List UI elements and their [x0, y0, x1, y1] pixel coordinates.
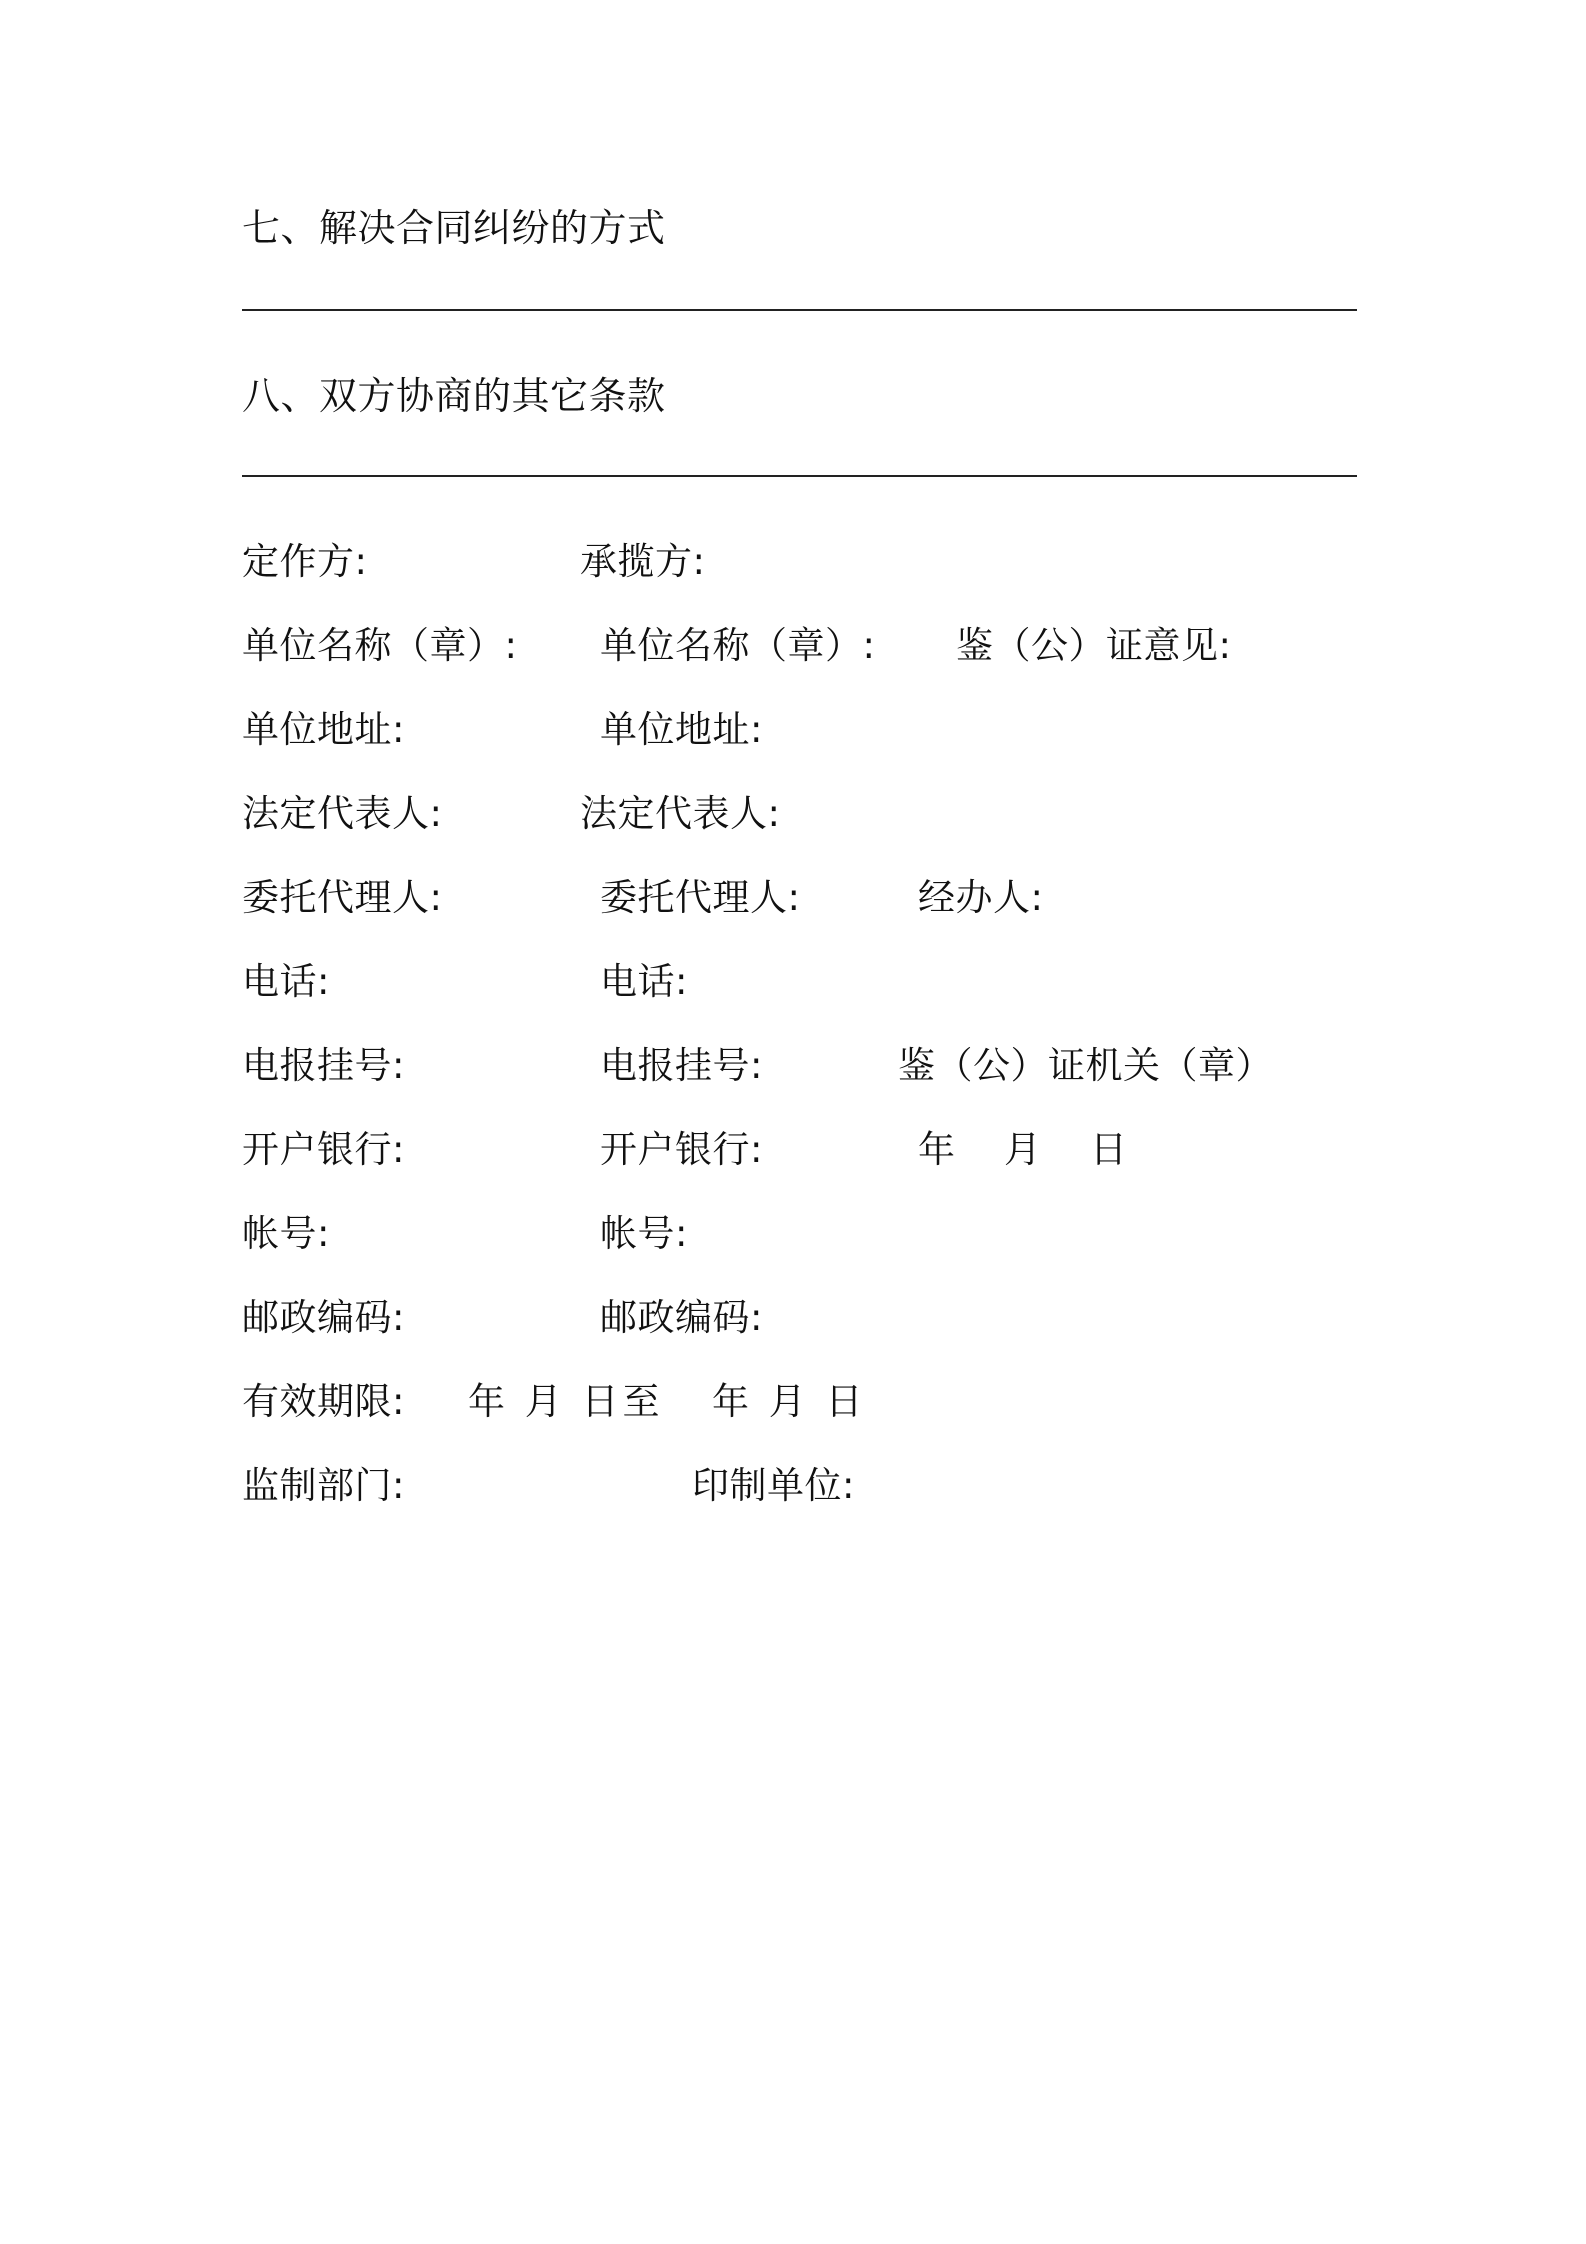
notary-date: 年 月 日	[918, 1128, 1133, 1171]
contractor-agent-label: 委托代理人:	[600, 876, 801, 919]
ordering-phone-label: 电话:	[242, 960, 330, 1003]
section-seven-blank-line	[242, 309, 1357, 311]
handler-label: 经办人:	[918, 876, 1044, 919]
notary-opinion-label: 鉴（公）证意见:	[956, 624, 1232, 667]
ordering-unit-address-label: 单位地址:	[242, 708, 405, 751]
supervising-dept-label: 监制部门:	[242, 1464, 405, 1507]
ordering-postcode-label: 邮政编码:	[242, 1296, 405, 1339]
section-seven-title: 七、解决合同纠纷的方式	[242, 206, 666, 250]
contractor-account-label: 帐号:	[600, 1212, 688, 1255]
contractor-unit-name-label: 单位名称（章）:	[600, 624, 876, 667]
ordering-legal-rep-label: 法定代表人:	[242, 792, 443, 835]
ordering-party-label: 定作方:	[242, 540, 368, 583]
ordering-telegraph-label: 电报挂号:	[242, 1044, 405, 1087]
ordering-unit-name-label: 单位名称（章）:	[242, 624, 518, 667]
contractor-telegraph-label: 电报挂号:	[600, 1044, 763, 1087]
ordering-account-label: 帐号:	[242, 1212, 330, 1255]
contractor-phone-label: 电话:	[600, 960, 688, 1003]
ordering-agent-label: 委托代理人:	[242, 876, 443, 919]
printing-unit-label: 印制单位:	[692, 1464, 855, 1507]
contractor-bank-label: 开户银行:	[600, 1128, 763, 1171]
contractor-legal-rep-label: 法定代表人:	[580, 792, 781, 835]
validity-period-label: 有效期限:	[242, 1380, 405, 1423]
notary-authority-seal-label: 鉴（公）证机关（章）	[898, 1044, 1273, 1087]
section-eight-blank-line	[242, 475, 1357, 477]
contractor-unit-address-label: 单位地址:	[600, 708, 763, 751]
validity-start-date: 年 月 日至	[468, 1380, 664, 1423]
ordering-bank-label: 开户银行:	[242, 1128, 405, 1171]
section-eight-title: 八、双方协商的其它条款	[242, 374, 666, 418]
validity-end-date: 年 月 日	[712, 1380, 867, 1423]
contractor-label: 承揽方:	[580, 540, 706, 583]
contractor-postcode-label: 邮政编码:	[600, 1296, 763, 1339]
